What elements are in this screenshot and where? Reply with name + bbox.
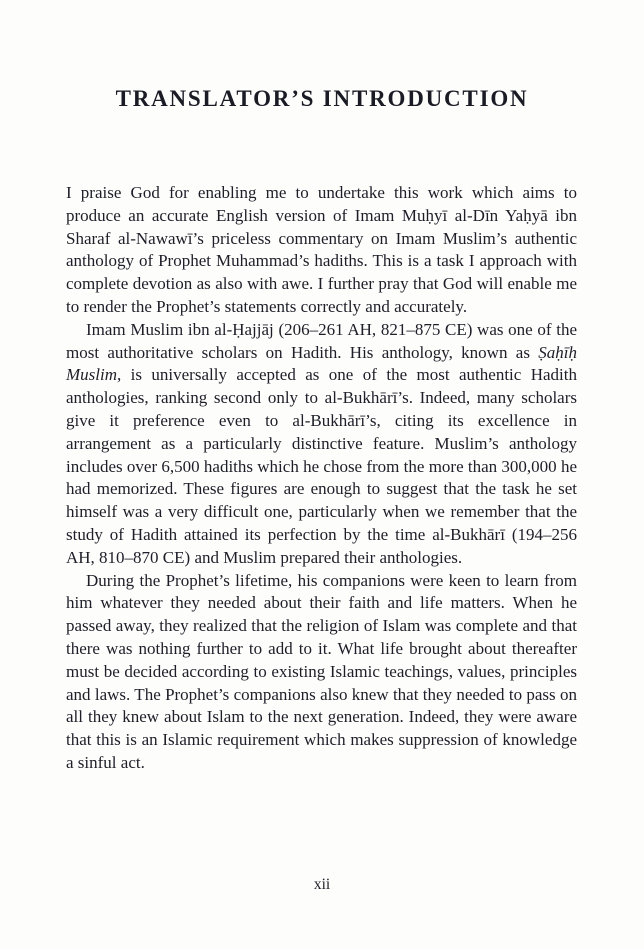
paragraph <box>66 182 577 319</box>
chapter-title: TRANSLATOR’S INTRODUCTION <box>115 86 529 111</box>
body-text <box>66 182 577 775</box>
text-segment: I praise God for enabling me to undertake this work which aims to produce an accurate English version of Imam Muḥyī al-Dīn Yaḥyā ibn Sharaf al-Nawawī’s priceless commentary on Imam Muslim’s authentic anthology of Prophet Muhammad’s hadiths. This is a task I approach with complete devotion as also with awe. I further pray that God will enable me to render the Prophet’s statements correctly and accurately. <box>66 183 577 316</box>
text-segment: , is universally accepted as one of the most authentic Hadith anthologies, ranking second only to al-Bukhārī’s. Indeed, many scholars give it preference even to al-Bukhārī’s, citing its excellence in arrangement as a particularly distinctive feature. Muslim’s anthology includes over 6,500 hadiths which he chose from the more than 300,000 he had memorized. These figures are enough to suggest that the task he set himself was a very difficult one, particularly when we remember that the study of Hadith attained its perfection by the time al-Bukhārī (194–256 AH, 810–870 CE) and Muslim prepared their anthologies. <box>66 365 577 567</box>
page-number: xii <box>313 876 331 893</box>
text-segment: During the Prophet’s lifetime, his companions were keen to learn from him whatever they needed about their faith and life matters. When he passed away, they realized that the religion of Islam was complete and that there was nothing further to add to it. What life brought about thereafter must be decided according to existing Islamic teachings, values, principles and laws. The Prophet’s companions also knew that they needed to pass on all they knew about Islam to the next generation. Indeed, they were aware that this is an Islamic requirement which makes suppression of knowledge a sinful act. <box>66 570 577 772</box>
paragraph <box>66 319 577 570</box>
paragraph <box>66 570 577 775</box>
book-title-italic: Ṣaḥīḥ Muslim <box>66 342 577 385</box>
text-segment: Imam Muslim ibn al-Ḥajjāj (206–261 AH, 821–875 CE) was one of the most authoritative scholars on Hadith. His anthology, known as <box>66 319 577 362</box>
